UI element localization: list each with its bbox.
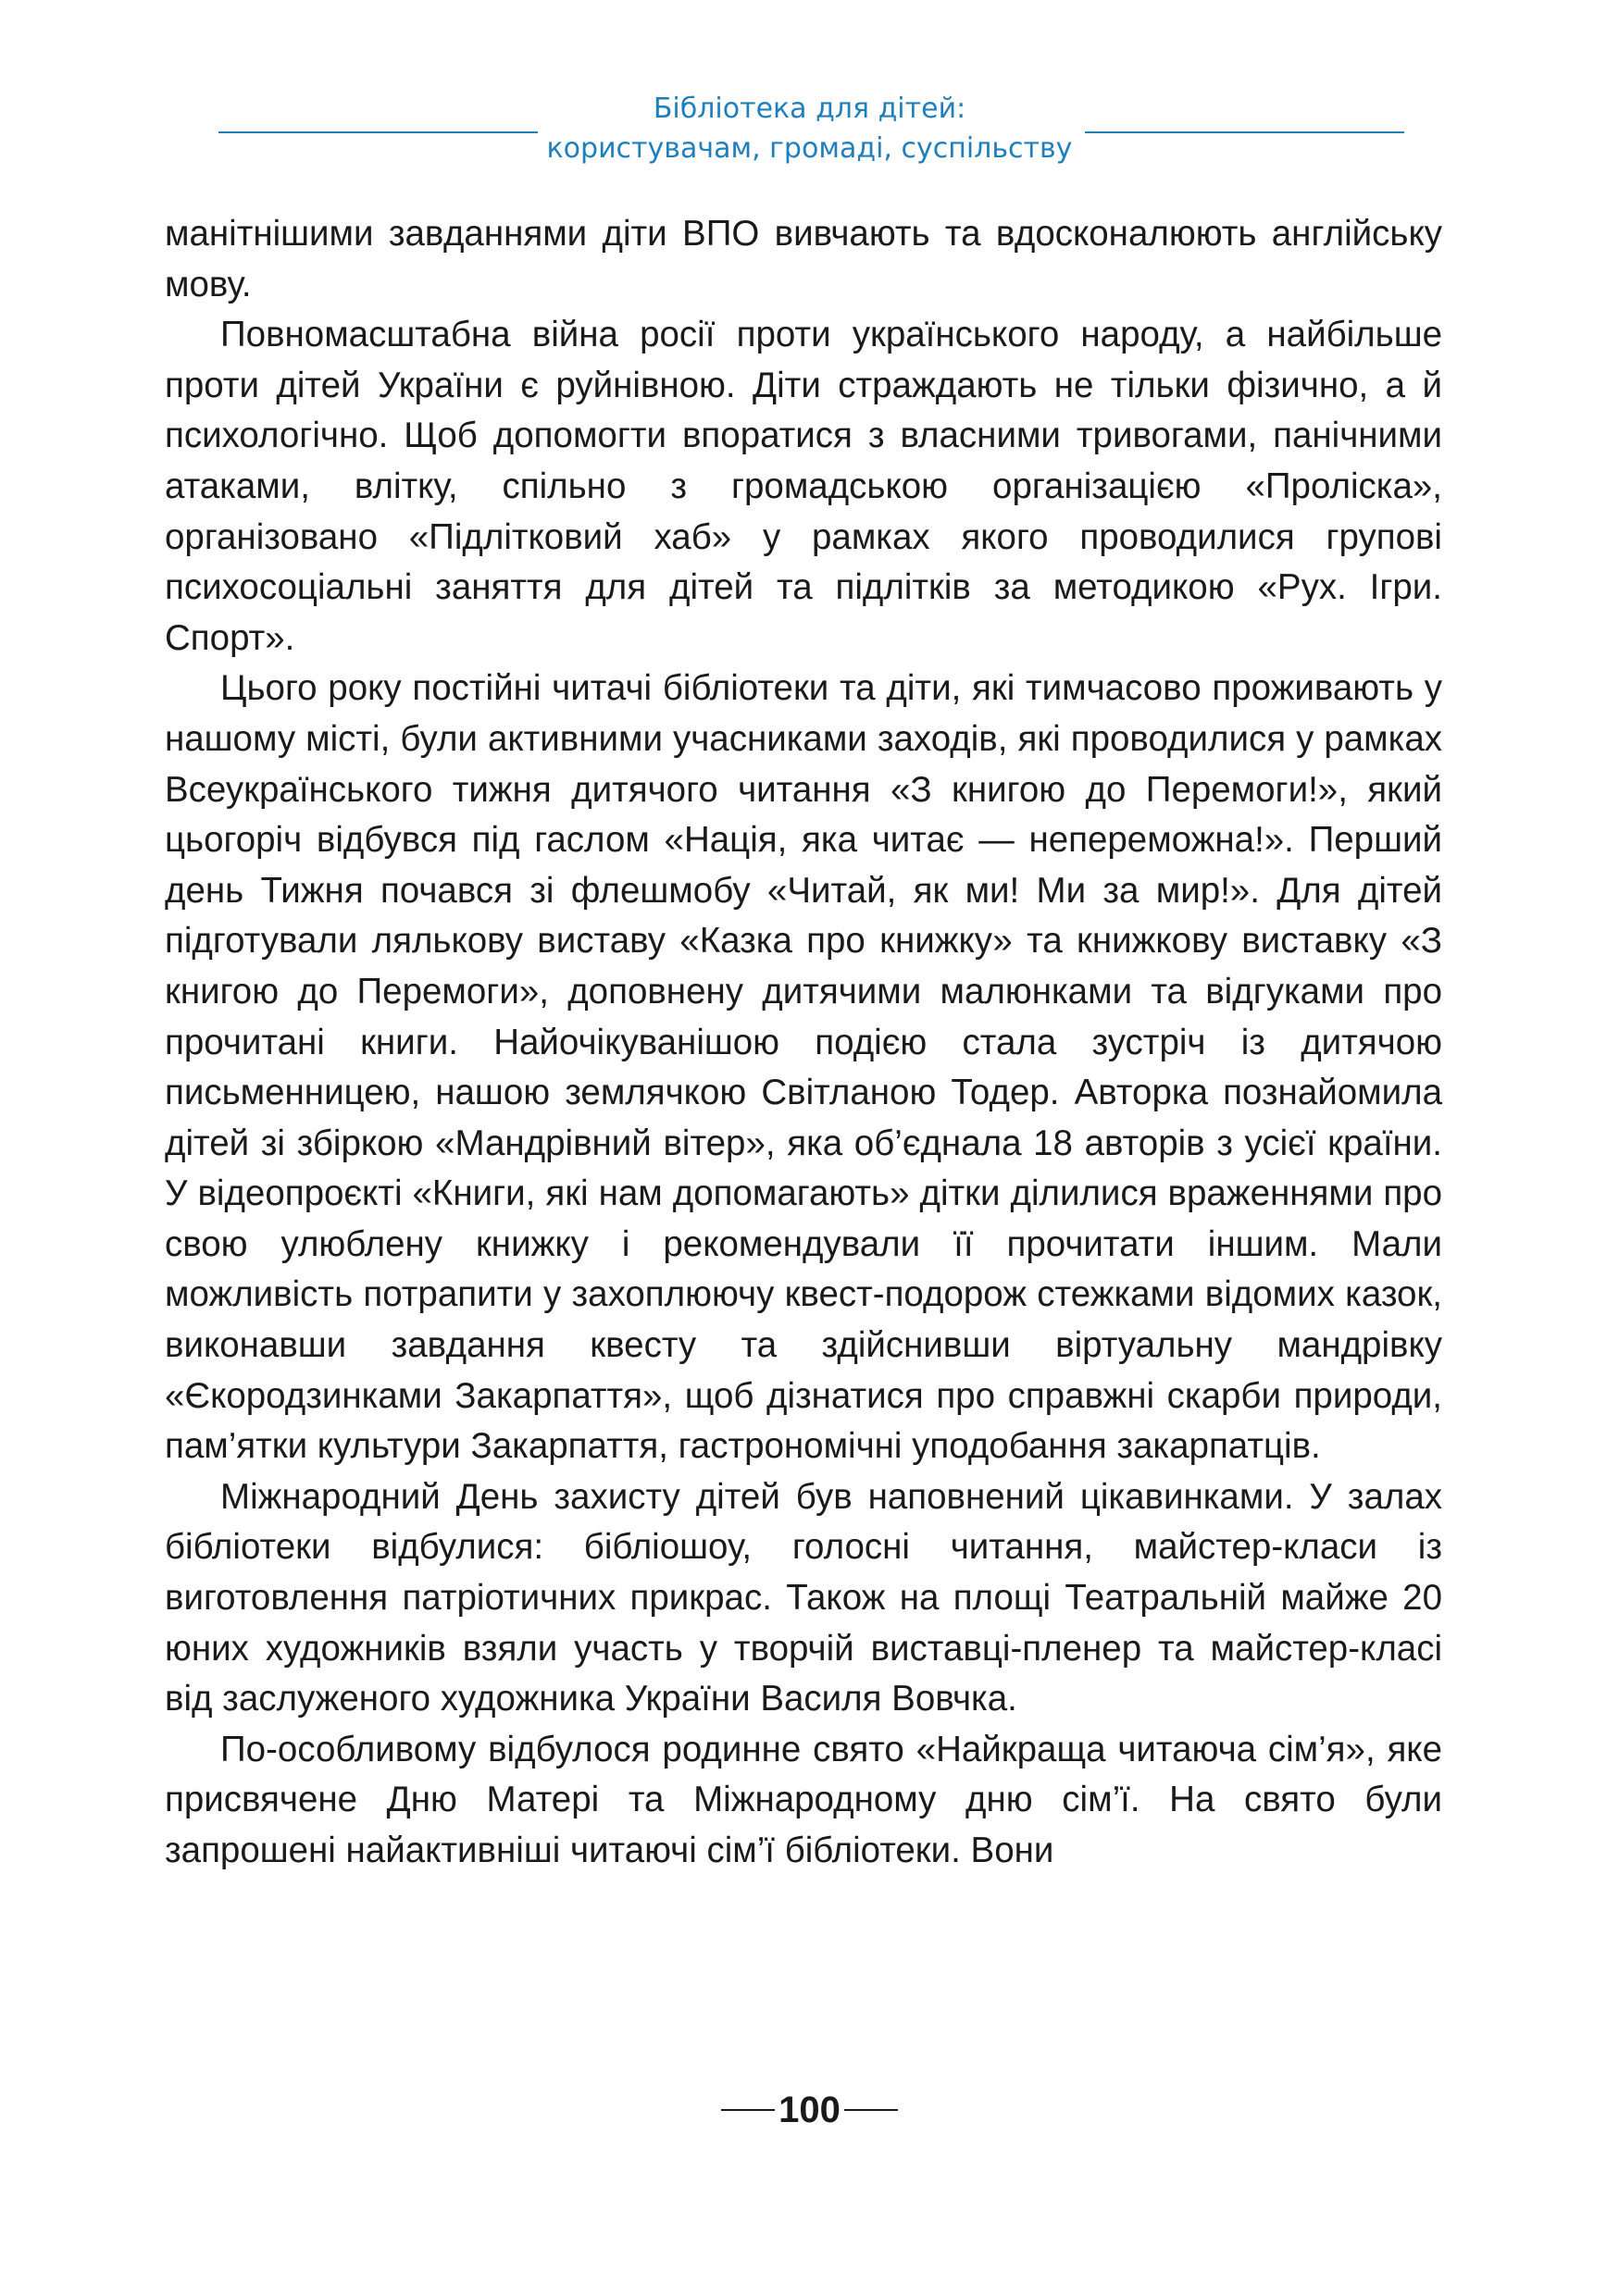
page-footer	[0, 2087, 1619, 2133]
footer-dash-left	[721, 2109, 775, 2111]
body-text	[165, 209, 1442, 1877]
paragraph-reading-week: Цього року постійні читачі бібліотеки та діти, які тимчасово проживають у нашому місті, були активними учасниками заходів, які проводилися у рамках Всеукраїнського тижня дитячого читання «З книгою до Перемоги!», який цьогоріч відбувся під гаслом «Нація, яка читає — непереможна!». Перший день Тижня почався зі флешмобу «Читай, як ми! Ми за мир!». Для дітей підготували лялькову виставу «Казка про книжку» та книжкову виставку «З книгою до Перемоги», доповнену дитячими малюнками та відгуками про прочитані книги. Найочікуванішою подією стала зустріч із дитячою письменницею, нашою землячкою Світланою Тодер. Авторка познайомила дітей зі збіркою «Мандрівний вітер», яка об’єднала 18 авторів з усієї країни. У відеопроєкті «Книги, які нам допомагають» дітки ділилися враженнями про свою улюблену книжку і рекомендували її прочитати іншим. Мали можливість потрапити у захоплюючу квест-подорож стежками відомих казок, виконавши завдання квесту та здійснивши віртуальну мандрівку «Єкородзинками Закарпаття», щоб дізнатися про справжні скарби природи, пам’ятки культури Закарпаття, гастрономічні уподобання закарпатців.	[165, 668, 1442, 1467]
header-title-line-2: користувачам, громаді, суспільству	[546, 132, 1073, 165]
paragraph-continuation: манітнішими завданнями діти ВПО вивчають та вдосконалюють англійську мову.	[165, 214, 1442, 304]
paragraph-war-impact: Повномасштабна війна росії проти українського народу, а найбільше проти дітей України є руйнівною. Діти страждають не тільки фізично, а й психологічно. Щоб допомогти впоратися з власними тривогами, панічними атаками, влітку, спільно з громадською організацією «Проліска», організовано «Підлітковий хаб» у рамках якого проводилися групові психосоціальні заняття для дітей та підлітків за методикою «Рух. Ігри. Спорт».	[165, 315, 1442, 658]
paragraph-family-holiday: По-особливому відбулося родинне свято «Найкраща читаюча сім’я», яке присвячене Дню Матері та Міжнародному дню сім’ї. На свято були запрошені найактивніші читаючі сім’ї бібліотеки. Вони	[165, 1729, 1442, 1870]
header-title-line-1: Бібліотека для дітей:	[653, 93, 966, 125]
page-number: 100	[778, 2090, 841, 2130]
footer-dash-right	[844, 2109, 898, 2111]
paragraph-children-day: Міжнародний День захисту дітей був наповнений цікавинками. У залах бібліотеки відбулися: бібліошоу, голосні читання, майстер-класи із виготовлення патріотичних прикрас. Також на площі Театральній майже 20 юних художників взяли участь у творчій виставці-пленер та майстер-класі від заслуженого художника України Василя Вовчка.	[165, 1476, 1442, 1719]
running-header	[0, 89, 1619, 168]
